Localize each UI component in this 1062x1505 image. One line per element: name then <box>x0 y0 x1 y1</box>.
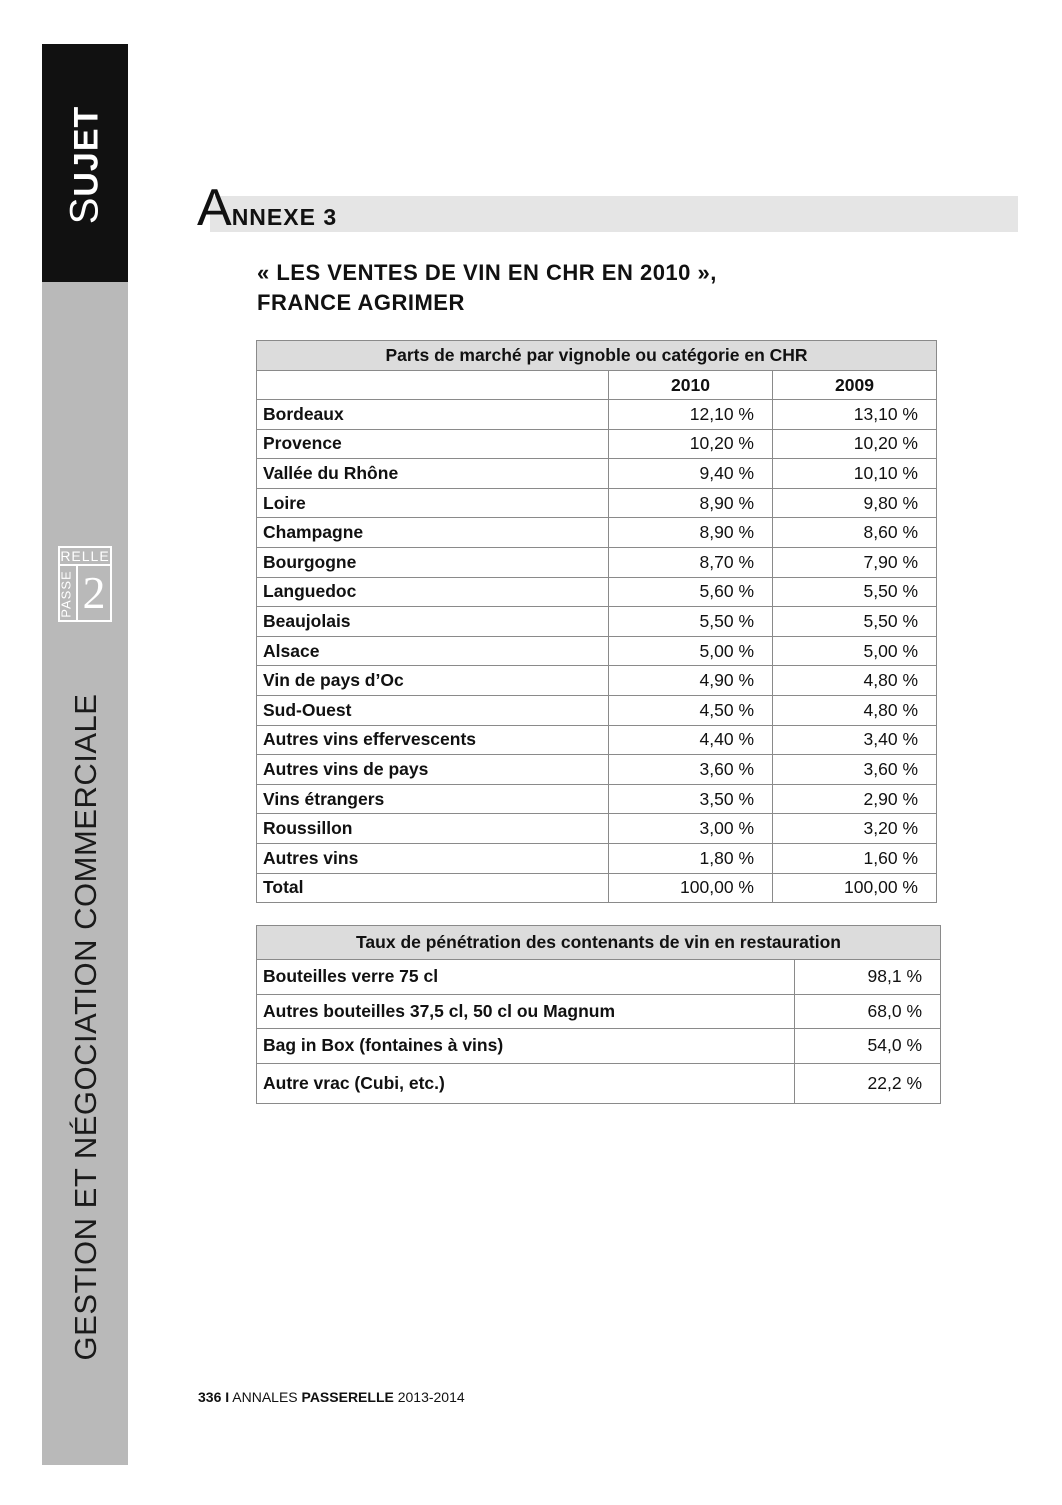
row-label: Total <box>257 873 609 903</box>
title-line-2: FRANCE AGRIMER <box>257 290 465 315</box>
cell-value: 9,40 % <box>609 459 773 489</box>
passerelle-logo <box>58 546 112 622</box>
row-label: Autres vins effervescents <box>257 725 609 755</box>
penetration-table <box>256 925 941 1104</box>
table-row <box>257 725 937 755</box>
table-row <box>257 873 937 903</box>
cell-value: 9,80 % <box>773 488 937 518</box>
cell-value: 2,90 % <box>773 784 937 814</box>
column-header: 2009 <box>773 371 937 400</box>
cell-value: 4,50 % <box>609 695 773 725</box>
cell-value: 100,00 % <box>773 873 937 903</box>
cell-value: 8,60 % <box>773 518 937 548</box>
table-row <box>257 547 937 577</box>
table-row <box>257 429 937 459</box>
cell-value: 22,2 % <box>795 1063 941 1103</box>
table-row <box>257 1063 941 1103</box>
cell-value: 3,20 % <box>773 814 937 844</box>
cell-value: 5,50 % <box>773 607 937 637</box>
cell-value: 4,80 % <box>773 695 937 725</box>
cell-value: 68,0 % <box>795 994 941 1029</box>
subject-label: GESTION ET NÉGOCIATION COMMERCIALE <box>68 693 103 1361</box>
table-row <box>257 577 937 607</box>
cell-value: 5,00 % <box>609 636 773 666</box>
cell-value: 8,90 % <box>609 518 773 548</box>
row-label: Vins étrangers <box>257 784 609 814</box>
table-row <box>257 1029 941 1064</box>
table-row <box>257 695 937 725</box>
page-footer <box>198 1389 465 1405</box>
title-line-1: « LES VENTES DE VIN EN CHR EN 2010 », <box>257 260 717 285</box>
row-label: Alsace <box>257 636 609 666</box>
cell-value: 1,60 % <box>773 843 937 873</box>
cell-value: 5,50 % <box>773 577 937 607</box>
row-label: Provence <box>257 429 609 459</box>
table-row <box>257 607 937 637</box>
cell-value: 98,1 % <box>795 960 941 995</box>
cell-value: 3,60 % <box>773 755 937 785</box>
row-label: Sud-Ouest <box>257 695 609 725</box>
logo-number: 2 <box>76 566 110 620</box>
row-label: Beaujolais <box>257 607 609 637</box>
table-header-row <box>257 371 937 400</box>
cell-value: 4,90 % <box>609 666 773 696</box>
cell-value: 8,70 % <box>609 547 773 577</box>
row-label: Bordeaux <box>257 400 609 430</box>
cell-value: 13,10 % <box>773 400 937 430</box>
row-label: Vin de pays d’Oc <box>257 666 609 696</box>
cell-value: 3,40 % <box>773 725 937 755</box>
document-title <box>257 258 937 318</box>
cell-value: 7,90 % <box>773 547 937 577</box>
table-row <box>257 994 941 1029</box>
cell-value: 10,20 % <box>773 429 937 459</box>
cell-value: 3,50 % <box>609 784 773 814</box>
cell-value: 8,90 % <box>609 488 773 518</box>
cell-value: 54,0 % <box>795 1029 941 1064</box>
row-label: Roussillon <box>257 814 609 844</box>
cell-value: 100,00 % <box>609 873 773 903</box>
market-share-table <box>256 340 937 903</box>
row-label: Autres bouteilles 37,5 cl, 50 cl ou Magnum <box>257 994 795 1029</box>
footer-years: 2013-2014 <box>397 1389 465 1405</box>
row-label: Languedoc <box>257 577 609 607</box>
row-label: Loire <box>257 488 609 518</box>
row-label: Autres vins <box>257 843 609 873</box>
table-row <box>257 488 937 518</box>
page-number: 336 <box>198 1389 222 1405</box>
table-row <box>257 636 937 666</box>
column-header: 2010 <box>609 371 773 400</box>
logo-side-text: PASSE <box>58 570 74 618</box>
row-label: Bouteilles verre 75 cl <box>257 960 795 995</box>
row-label: Bourgogne <box>257 547 609 577</box>
table-row <box>257 400 937 430</box>
cell-value: 4,40 % <box>609 725 773 755</box>
cell-value: 10,20 % <box>609 429 773 459</box>
cell-value: 4,80 % <box>773 666 937 696</box>
row-label: Vallée du Rhône <box>257 459 609 489</box>
row-label: Bag in Box (fontaines à vins) <box>257 1029 795 1064</box>
logo-top-text: RELLE <box>60 548 110 564</box>
table-row <box>257 784 937 814</box>
table-row <box>257 814 937 844</box>
section-label: SUJET <box>62 105 107 225</box>
cell-value: 3,60 % <box>609 755 773 785</box>
cell-value: 5,00 % <box>773 636 937 666</box>
table-row <box>257 843 937 873</box>
footer-separator: I <box>225 1389 230 1405</box>
row-label: Champagne <box>257 518 609 548</box>
footer-brand: PASSERELLE <box>301 1389 394 1405</box>
penetration-caption: Taux de pénétration des contenants de vin en restauration <box>257 926 941 960</box>
row-label: Autre vrac (Cubi, etc.) <box>257 1063 795 1103</box>
annex-title: ANNEXE 3 <box>197 179 338 237</box>
cell-value: 1,80 % <box>609 843 773 873</box>
cell-value: 5,50 % <box>609 607 773 637</box>
table-row <box>257 960 941 995</box>
table-row <box>257 518 937 548</box>
footer-annales: ANNALES <box>232 1389 298 1405</box>
cell-value: 3,00 % <box>609 814 773 844</box>
cell-value: 5,60 % <box>609 577 773 607</box>
cell-value: 12,10 % <box>609 400 773 430</box>
table-row <box>257 755 937 785</box>
table-row <box>257 666 937 696</box>
market-share-caption: Parts de marché par vignoble ou catégorie en CHR <box>257 341 937 371</box>
column-header <box>257 371 609 400</box>
table-row <box>257 459 937 489</box>
row-label: Autres vins de pays <box>257 755 609 785</box>
cell-value: 10,10 % <box>773 459 937 489</box>
